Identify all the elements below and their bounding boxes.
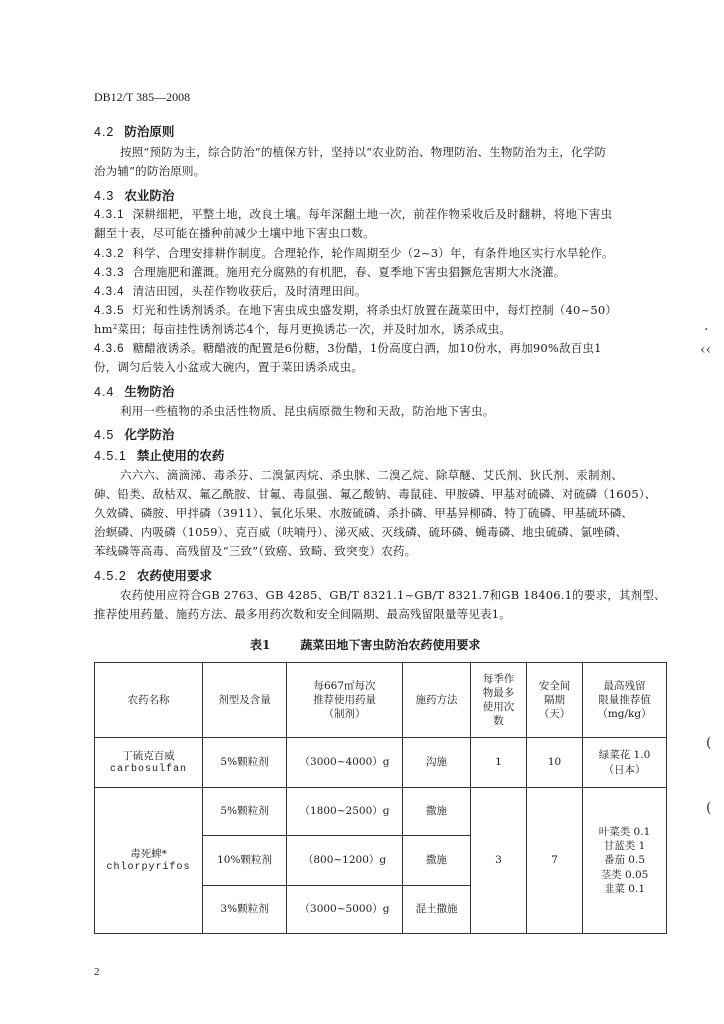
scan-mark: · xyxy=(704,322,709,338)
header-method: 施药方法 xyxy=(403,663,471,738)
cell-pesticide-name: 毒死蜱* chlorpyrifos xyxy=(95,788,203,934)
para-4-3-4: 4.3.4 清洁田园，头茬作物收获后，及时清理田间。 xyxy=(94,284,367,298)
table-row xyxy=(95,738,667,788)
cell-max-times: 3 xyxy=(471,788,527,934)
header-mrl: 最高残留 限量推荐值 （mg/kg） xyxy=(583,663,667,738)
heading-4-3: 4.3 农业防治 xyxy=(94,188,175,203)
para-4-3-5-line1: 4.3.5 灯光和性诱剂诱杀。在地下害虫成虫盛发期，将杀虫灯放置在蔬菜田中，每灯控制（40~50） xyxy=(94,303,618,317)
para-4-3-1-line2: 翻至十表，尽可能在播种前减少土壤中地下害虫口数。 xyxy=(94,226,375,240)
para-4-3-1-line1: 4.3.1 深耕细耙，平整土地，改良土壤。每年深翻土地一次，前茬作物采收后及时翻耕，将地下害虫 xyxy=(94,207,613,221)
table-number: 表1 xyxy=(250,638,271,652)
para-4-5-1-line4: 治螟磷、内吸磷（1059）、克百威（呋喃丹）、涕灭威、灭线磷、硫环磷、蝇毒磷、地虫硫磷、氯唑磷、 xyxy=(94,525,628,539)
scan-mark: ( xyxy=(706,800,712,816)
header-interval: 安全间 隔期 （天） xyxy=(527,663,583,738)
heading-4-2: 4.2 防治原则 xyxy=(94,124,175,139)
cell-dose: （1800~2500）g xyxy=(287,788,403,836)
cell-method: 混土撒施 xyxy=(403,886,471,934)
table-title: 蔬菜田地下害虫防治农药使用要求 xyxy=(300,638,481,652)
cell-interval: 7 xyxy=(527,788,583,934)
cell-method: 撒施 xyxy=(403,788,471,836)
heading-4-5: 4.5 化学防治 xyxy=(94,427,175,442)
header-dose: 每667㎡每次 推荐使用药量 （制剂） xyxy=(287,663,403,738)
pesticide-table xyxy=(94,662,667,934)
para-4-2-line1: 按照“预防为主，综合防治”的植保方针，坚持以“农业防治、物理防治、生物防治为主，化学防 xyxy=(120,145,607,159)
para-4-5-1-line1: 六六六、滴滴涕、毒杀芬、二溴氯丙烷、杀虫脒、二溴乙烷、除草醚、艾氏剂、狄氏剂、汞制剂、 xyxy=(120,468,624,482)
para-4-3-2: 4.3.2 科学、合理安排耕作制度。合理轮作，轮作周期至少（2~3）年，有条件地区实行水旱轮作。 xyxy=(94,246,614,260)
cell-interval: 10 xyxy=(527,738,583,788)
cell-mrl: 叶菜类 0.1 甘蓝类 1 番茄 0.5 茎类 0.05 韭菜 0.1 xyxy=(583,788,667,934)
heading-4-5-2: 4.5.2 农药使用要求 xyxy=(94,568,212,583)
para-4-5-1-line3: 久效磷、磷胺、甲拌磷（3911）、氧化乐果、水胺硫磷、杀扑磷、甲基异柳磷、特丁硫磷、甲基硫环磷、 xyxy=(94,506,634,520)
cell-formulation: 5%颗粒剂 xyxy=(203,788,287,836)
cell-formulation: 3%颗粒剂 xyxy=(203,886,287,934)
cell-max-times: 1 xyxy=(471,738,527,788)
para-4-3-3: 4.3.3 合理施肥和灌溉。施用充分腐熟的有机肥，春、夏季地下害虫猖獗危害期大水浇灌。 xyxy=(94,265,566,279)
page-number: 2 xyxy=(94,966,100,978)
para-4-5-2-line2: 推荐使用药量、施药方法、最多用药次数和安全间隔期、最高残留限量等见表1。 xyxy=(94,607,512,621)
cell-method: 撒施 xyxy=(403,836,471,886)
table-header-row xyxy=(95,663,667,738)
para-4-4: 利用一些植物的杀虫活性物质、昆虫病原微生物和天敌，防治地下害虫。 xyxy=(120,404,495,418)
header-max-times: 每季作 物最多 使用次 数 xyxy=(471,663,527,738)
cell-mrl: 绿菜花 1.0 （日本） xyxy=(583,738,667,788)
para-4-3-6-line2: 份，调匀后装入小盆或大碗内，置于菜田诱杀成虫。 xyxy=(94,360,364,374)
scan-mark: ( xyxy=(706,735,712,751)
cell-pesticide-name: 丁硫克百威 carbosulfan xyxy=(95,738,203,788)
para-4-3-5-line2: hm²菜田；每亩挂性诱剂诱芯4个，每月更换诱芯一次，并及时加水，诱杀成虫。 xyxy=(94,322,512,336)
header-formulation: 剂型及含量 xyxy=(203,663,287,738)
para-4-3-6-line1: 4.3.6 糖醋液诱杀。糖醋液的配置是6份糖，3份醋，1份高度白酒，加10份水，再加90%敌百虫1 xyxy=(94,341,602,355)
table-row xyxy=(95,788,667,836)
header-pesticide-name: 农药名称 xyxy=(95,663,203,738)
cell-method: 沟施 xyxy=(403,738,471,788)
cell-dose: （800~1200）g xyxy=(287,836,403,886)
para-4-5-1-line2: 砷、铅类、敌枯双、氟乙酰胺、甘氟、毒鼠强、氟乙酸钠、毒鼠硅、甲胺磷、甲基对硫磷、对硫磷（1605）、 xyxy=(94,487,657,501)
cell-formulation: 10%颗粒剂 xyxy=(203,836,287,886)
document-id: DB12/T 385—2008 xyxy=(94,90,191,104)
para-4-2-line2: 治为辅”的防治原则。 xyxy=(94,164,206,178)
table-caption xyxy=(250,636,480,653)
scan-mark: ‹‹ xyxy=(700,342,712,358)
heading-4-4: 4.4 生物防治 xyxy=(94,384,175,399)
cell-formulation: 5%颗粒剂 xyxy=(203,738,287,788)
para-4-5-2-line1: 农药使用应符合GB 2763、GB 4285、GB/T 8321.1~GB/T 8321.7和GB 18406.1的要求，其剂型、 xyxy=(120,588,666,602)
cell-dose: （3000~5000）g xyxy=(287,886,403,934)
cell-dose: （3000~4000）g xyxy=(287,738,403,788)
heading-4-5-1: 4.5.1 禁止使用的农药 xyxy=(94,448,225,463)
para-4-5-1-line5: 苯线磷等高毒、高残留及“三致”（致癌、致畸、致突变）农药。 xyxy=(94,544,417,558)
